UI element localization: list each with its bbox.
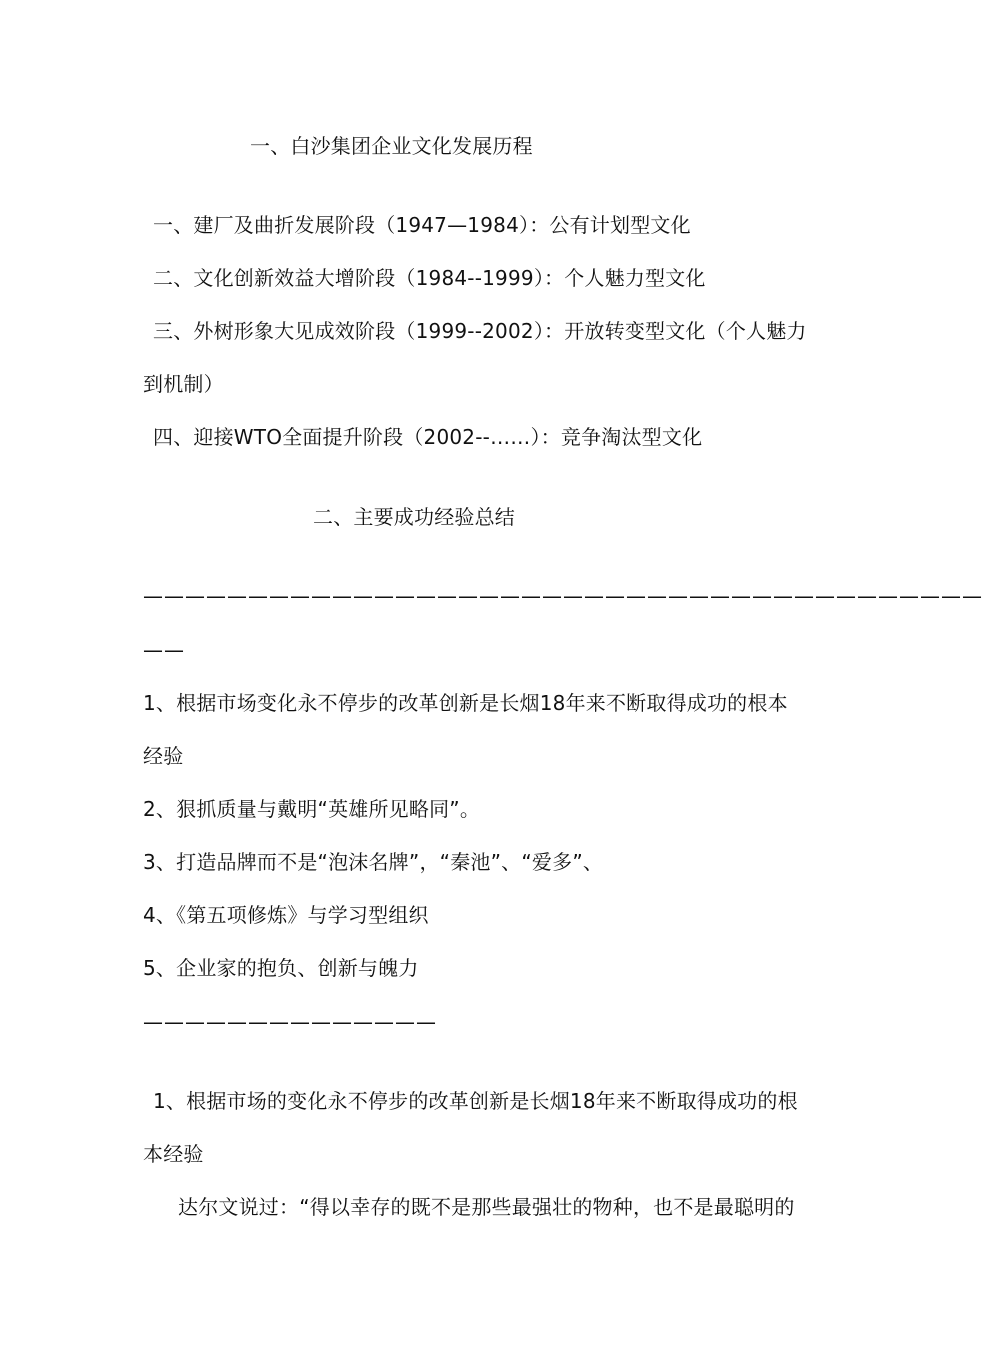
dash-divider-long: ———————————————————————————————————————— bbox=[143, 584, 983, 608]
stage-item-1: 一、建厂及曲折发展阶段（1947—1984）：公有计划型文化 bbox=[153, 213, 691, 237]
dash-divider-cont: —— bbox=[143, 638, 185, 662]
experience-item-1-cont: 经验 bbox=[143, 744, 184, 768]
body-paragraph-line1: 达尔文说过：“得以幸存的既不是那些最强壮的物种，也不是最聪明的 bbox=[178, 1195, 795, 1219]
experience-item-3: 3、打造品牌而不是“泡沫名牌”，“秦池”、“爱多”、 bbox=[143, 850, 604, 874]
section1-title: 一、白沙集团企业文化发展历程 bbox=[250, 134, 533, 158]
body-heading-line1: 1、根据市场的变化永不停步的改革创新是长烟18年来不断取得成功的根 bbox=[153, 1089, 798, 1113]
experience-item-4: 4、《第五项修炼》与学习型组织 bbox=[143, 903, 429, 927]
body-heading-line2: 本经验 bbox=[143, 1142, 204, 1166]
experience-item-5: 5、企业家的抱负、创新与魄力 bbox=[143, 956, 419, 980]
experience-item-1: 1、根据市场变化永不停步的改革创新是长烟18年来不断取得成功的根本 bbox=[143, 691, 788, 715]
stage-item-3-cont: 到机制） bbox=[143, 372, 224, 396]
dash-divider-short: —————————————— bbox=[143, 1010, 437, 1034]
section2-title: 二、主要成功经验总结 bbox=[313, 505, 515, 529]
stage-item-2: 二、文化创新效益大增阶段（1984--1999）：个人魅力型文化 bbox=[153, 266, 706, 290]
stage-item-3: 三、外树形象大见成效阶段（1999--2002）：开放转变型文化（个人魅力 bbox=[153, 319, 807, 343]
stage-item-4: 四、迎接WTO全面提升阶段（2002--……）：竞争淘汰型文化 bbox=[153, 425, 703, 449]
experience-item-2: 2、狠抓质量与戴明“英雄所见略同”。 bbox=[143, 797, 481, 821]
